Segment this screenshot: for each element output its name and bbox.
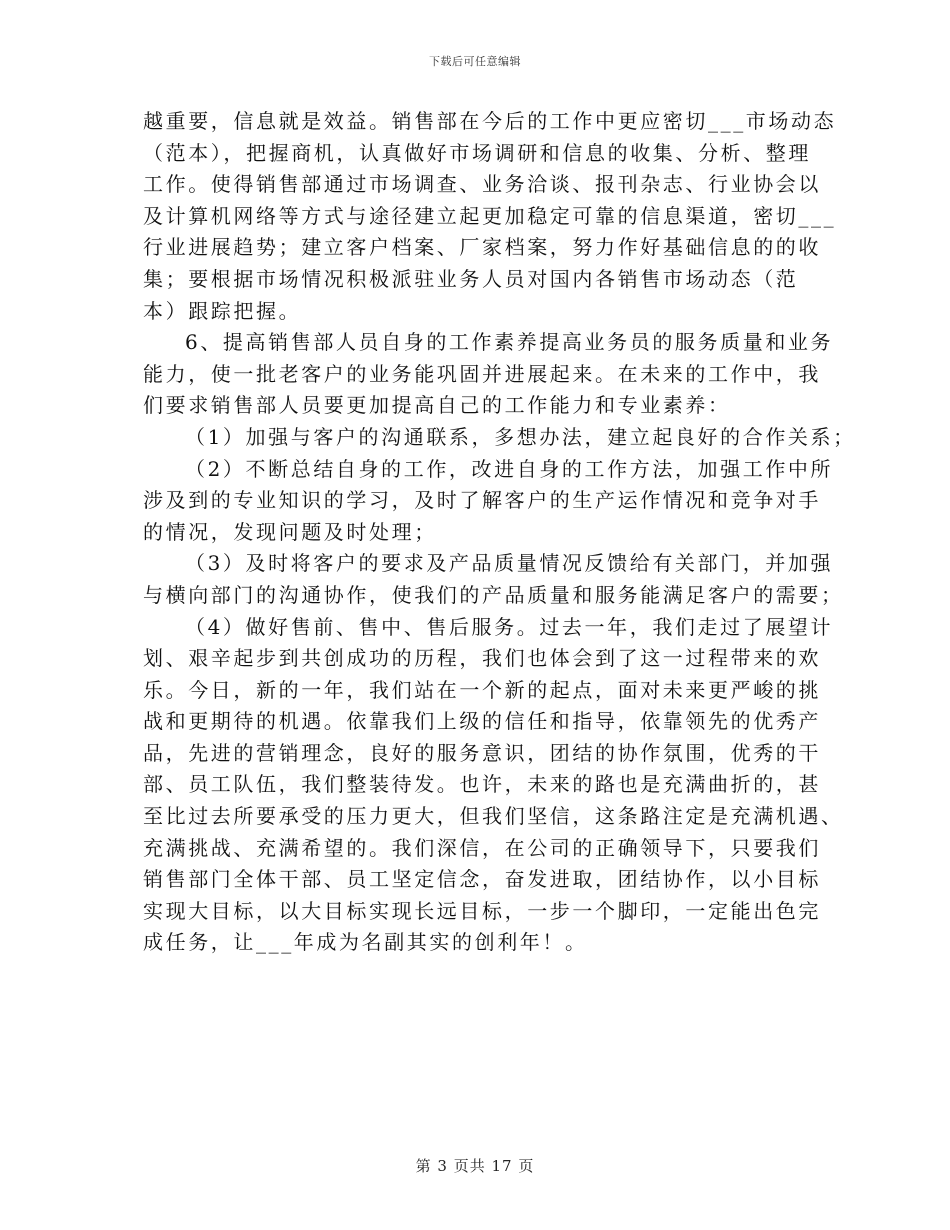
list-item-3: （3）及时将客户的要求及产品质量情况反馈给有关部门，并加强: [185, 551, 834, 576]
text-line: 乐。今日，新的一年，我们站在一个新的起点，面对未来更严峻的挑: [143, 677, 821, 702]
text-line: 品，先进的营销理念，良好的服务意识，团结的协作氛围，优秀的干: [143, 740, 821, 765]
text-line: 至比过去所要承受的压力更大，但我们坚信，这条路注定是充满机遇、: [143, 804, 844, 829]
text-line: 的情况，发现问题及时处理；: [143, 519, 437, 544]
list-item-4: （4）做好售前、售中、售后服务。过去一年，我们走过了展望计: [185, 614, 834, 639]
text-line: 们要求销售部人员要更加提高自己的工作能力和专业素养：: [143, 393, 731, 418]
list-item-1: （1）加强与客户的沟通联系，多想办法，建立起良好的合作关系；: [185, 424, 856, 449]
text-line: 集；要根据市场情况积极派驻业务人员对国内各销售市场动态（范: [143, 266, 799, 291]
document-body: [143, 106, 856, 959]
page-header-note: 下载后可任意编辑: [429, 55, 521, 68]
text-line: 能力，使一批老客户的业务能巩固并进展起来。在未来的工作中，我: [143, 361, 821, 386]
list-item-2: （2）不断总结自身的工作，改进自身的工作方法，加强工作中所: [185, 456, 834, 481]
text-line: 销售部门全体干部、员工坚定信念，奋发进取，团结协作，以小目标: [143, 867, 821, 892]
text-line: 部、员工队伍，我们整装待发。也许，未来的路也是充满曲折的，甚: [143, 772, 821, 797]
text-line: （范本），把握商机，认真做好市场调研和信息的收集、分析、整理: [143, 140, 811, 165]
text-line: 成任务，让___年成为名副其实的创利年！。: [143, 930, 588, 955]
text-line: 实现大目标，以大目标实现长远目标，一步一个脚印，一定能出色完: [143, 898, 821, 923]
text-line: 越重要，信息就是效益。销售部在今后的工作中更应密切___市场动态: [143, 109, 837, 133]
text-line: 涉及到的专业知识的学习，及时了解客户的生产运作情况和竞争对手: [143, 488, 821, 513]
paragraph-start-line: 6、提高销售部人员自身的工作素养提高业务员的服务质量和业务: [185, 330, 834, 355]
text-line: 与横向部门的沟通协作，使我们的产品质量和服务能满足客户的需要；: [143, 582, 844, 607]
text-line: 划、艰辛起步到共创成功的历程，我们也体会到了这一过程带来的欢: [143, 646, 821, 671]
text-line: 本）跟踪把握。: [143, 298, 302, 323]
text-line: 战和更期待的机遇。依靠我们上级的信任和指导，依靠领先的优秀产: [143, 709, 821, 734]
text-line: 充满挑战、充满希望的。我们深信，在公司的正确领导下，只要我们: [143, 835, 821, 860]
text-line: 行业进展趋势；建立客户档案、厂家档案，努力作好基础信息的的收: [143, 235, 821, 260]
page-number: 第 3 页共 17 页: [415, 1157, 535, 1175]
text-line: 及计算机网络等方式与途径建立起更加稳定可靠的信息渠道，密切___: [143, 203, 837, 228]
text-line: 工作。使得销售部通过市场调查、业务洽谈、报刊杂志、行业协会以: [143, 172, 821, 197]
